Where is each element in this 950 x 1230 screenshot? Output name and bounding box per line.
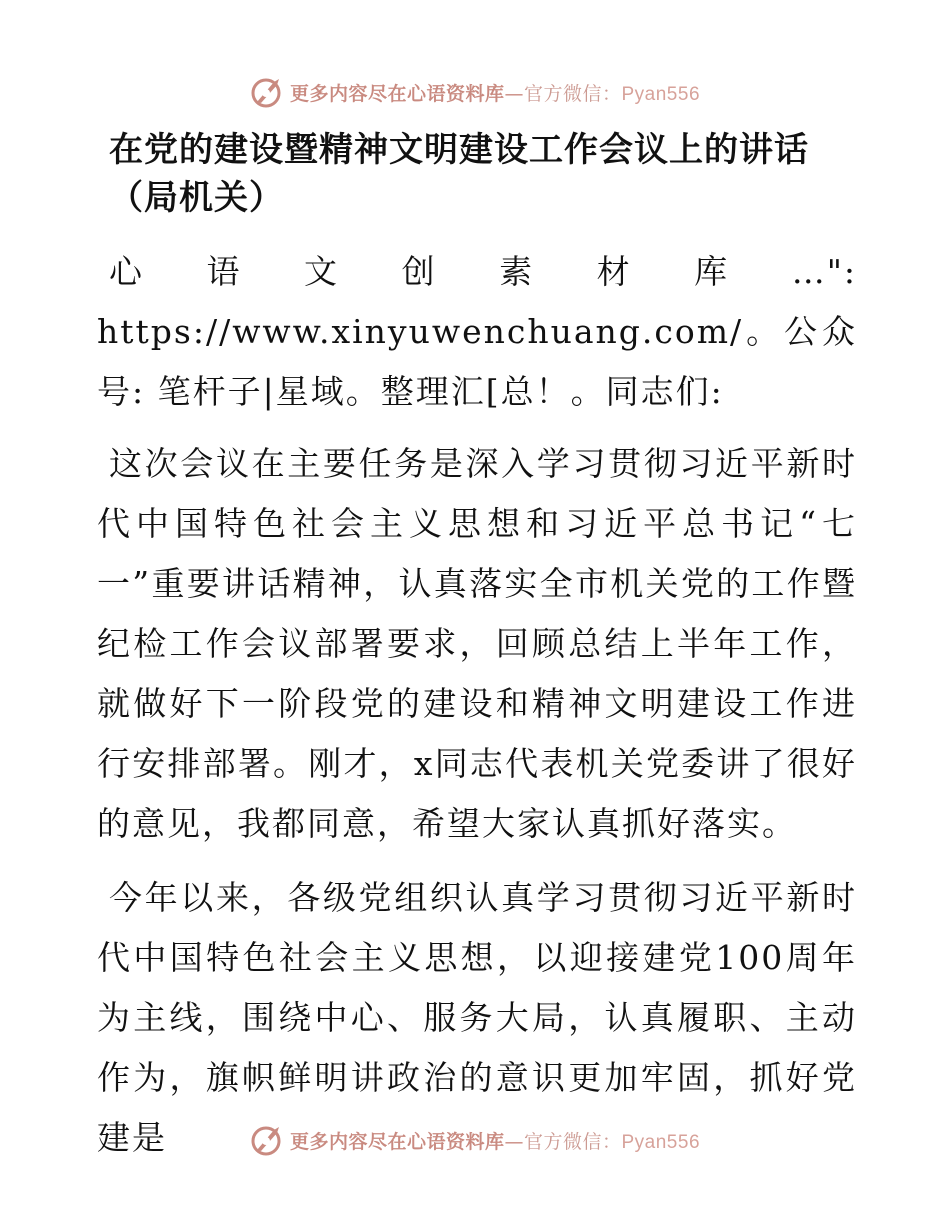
quill-pen-circle-logo-icon — [250, 75, 284, 109]
document-title: 在党的建设暨精神文明建设工作会议上的讲话（局机关） — [109, 130, 809, 218]
body-paragraph-1: 这次会议在主要任务是深入学习贯彻习近平新时代中国特色社会主义思想和习近平总书记“七一”重要讲话精神，认真落实全市机关党的工作暨纪检工作会议部署要求，回顾总结上半年工作，就做好下一阶段党的建设和精神文明建设工作进行安排部署。刚才，x同志代表机关党委讲了很好的意见，我都同意，希望大家认真抓好落实。 — [97, 444, 857, 843]
watermark-handle: Pyan556 — [621, 1131, 701, 1153]
watermark-text — [290, 79, 700, 106]
watermark-wechat-label: 官方微信： — [523, 1130, 622, 1153]
body-paragraph-2: 今年以来，各级党组织认真学习贯彻习近平新时代中国特色社会主义思想，以迎接建党100周年为主线，围绕中心、服务大局，认真履职、主动作为，旗帜鲜明讲政治的意识更加牢固，抓好党建是 — [97, 878, 857, 1157]
footer-watermark — [0, 1120, 950, 1160]
header-watermark — [0, 72, 950, 112]
watermark-dash: — — [504, 1130, 524, 1153]
quill-pen-circle-logo-icon — [250, 1123, 284, 1157]
source-line: 心语文创素材库…": https://www.xinyuwenchuang.com/。公众号: 笔杆子|星域。整理汇[总！。同志们: — [97, 252, 857, 411]
document-body — [97, 118, 857, 1168]
watermark-text — [290, 1127, 700, 1154]
watermark-brand: 更多内容尽在心语资料库 — [289, 1130, 505, 1153]
watermark-wechat-label: 官方微信： — [523, 82, 622, 105]
watermark-dash: — — [504, 82, 524, 105]
watermark-handle: Pyan556 — [621, 83, 701, 105]
watermark-brand: 更多内容尽在心语资料库 — [289, 82, 505, 105]
